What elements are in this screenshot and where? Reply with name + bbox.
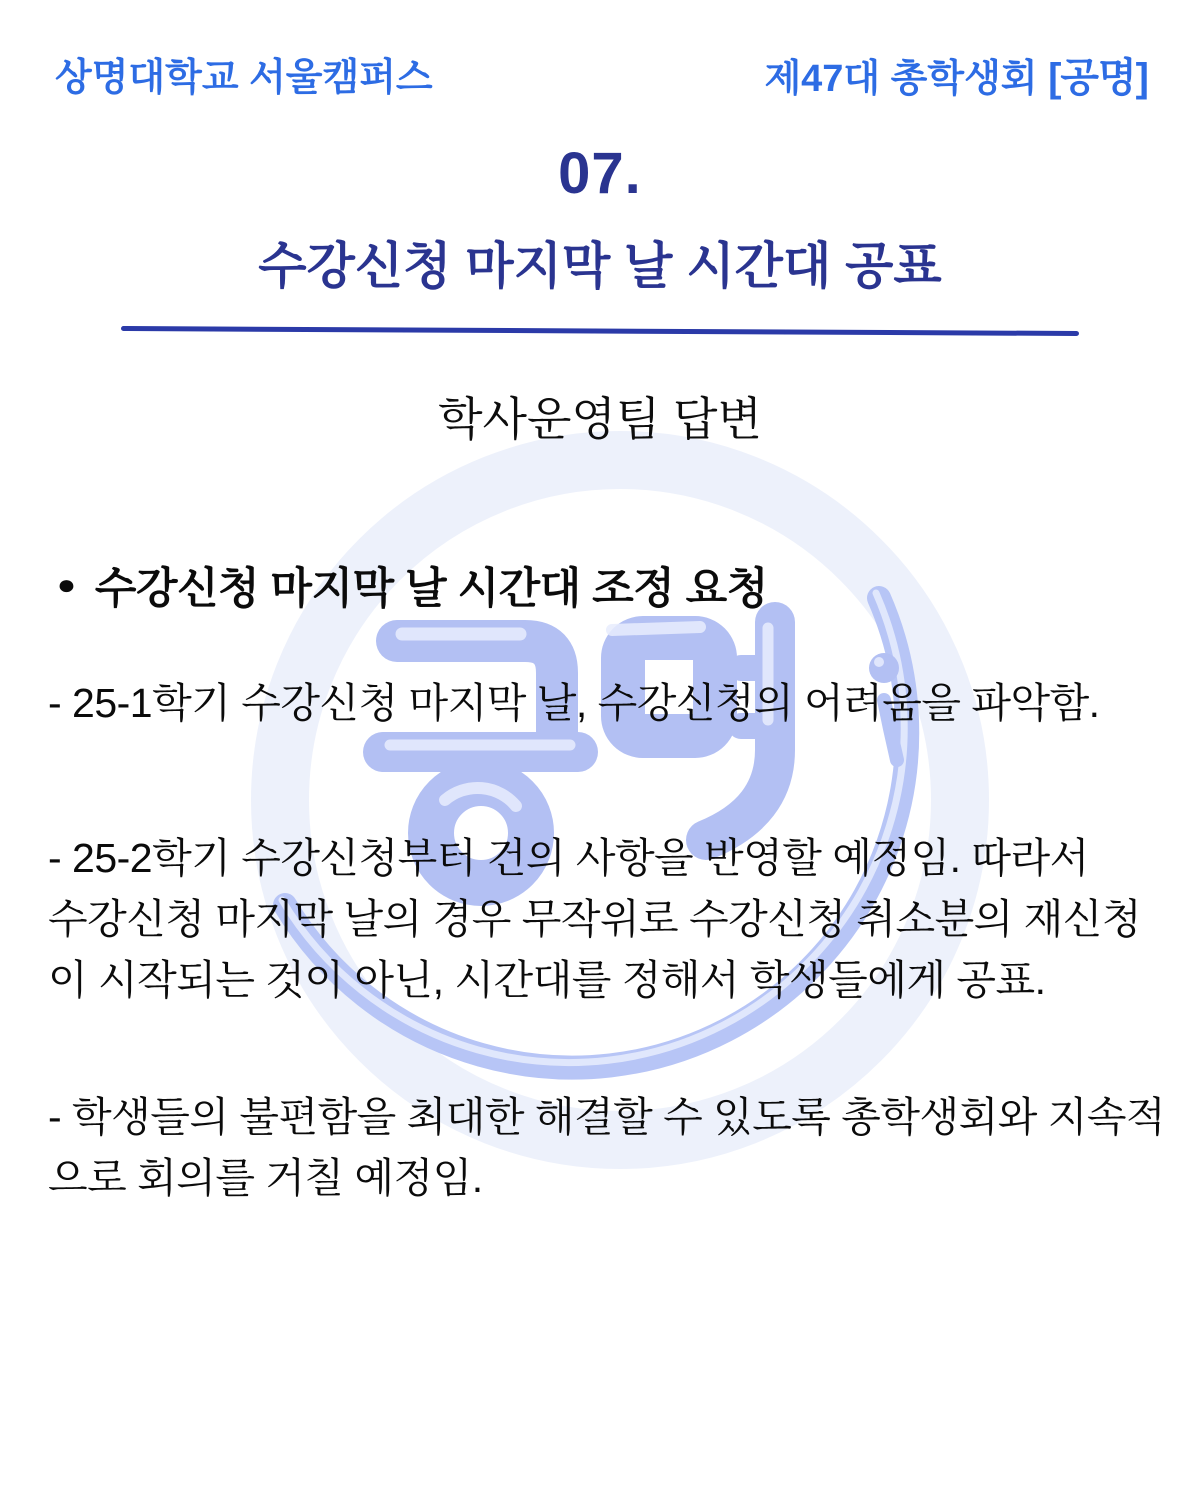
paragraph-line: - 25-2학기 수강신청부터 건의 사항을 반영할 예정임. 따라서: [48, 835, 1089, 881]
bullet-icon: ●: [56, 569, 77, 600]
student-council-name: [764, 46, 1148, 103]
paragraph-line: - 학생들의 불편함을 최대한 해결할 수 있도록 총학생회와 지속적: [48, 1094, 1166, 1140]
subtitle: 학사운영팀 답변: [438, 393, 762, 445]
page-title: 수강신청 마지막 날 시간대 공표: [258, 238, 942, 294]
paragraph-line: 수강신청 마지막 날의 경우 무작위로 수강신청 취소분의 재신청: [48, 896, 1141, 942]
paragraph-line: 으로 회의를 거칠 예정임.: [48, 1155, 483, 1201]
answer-body: [48, 555, 1166, 1209]
section-number: 07.: [558, 141, 642, 206]
paragraph: [48, 828, 1160, 1011]
paragraphs: [48, 673, 1166, 1209]
paragraph: [48, 673, 1160, 734]
paragraph: [48, 1087, 1166, 1209]
council-brand: [공명]: [1048, 56, 1148, 100]
paragraph-line: 이 시작되는 것이 아닌, 시간대를 정해서 학생들에게 공표.: [48, 957, 1046, 1003]
campus-name: 상명대학교 서울캠퍼스: [55, 57, 433, 99]
council-title: 제47대 총학생회: [764, 58, 1049, 100]
bullet-heading: [48, 555, 1160, 615]
bullet-heading-text: 수강신청 마지막 날 시간대 조정 요청: [94, 564, 768, 613]
paragraph-line: - 25-1학기 수강신청 마지막 날, 수강신청의 어려움을 파악함.: [48, 680, 1100, 726]
